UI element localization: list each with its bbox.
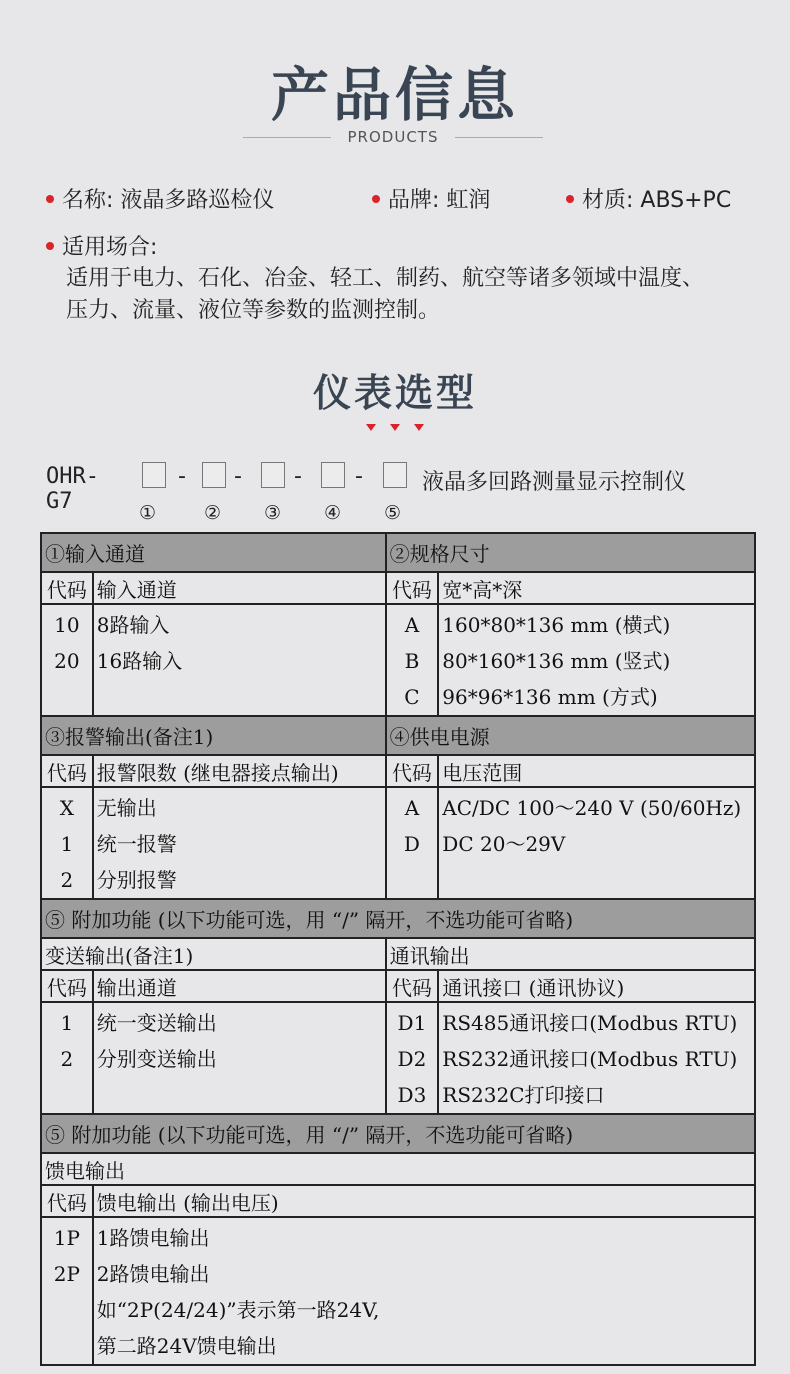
model-code: OHR-G7 [46, 464, 99, 514]
col-code: 代码 [41, 755, 93, 787]
col-code: 代码 [386, 755, 439, 787]
dash: - [234, 464, 242, 489]
subtitle-divider [243, 128, 543, 146]
value-cell: 1路馈电输出 [96, 1226, 210, 1250]
position-label-5: ⑤ [384, 502, 402, 524]
code-box-4 [321, 462, 345, 488]
position-label-2: ② [204, 502, 222, 524]
col-name: 输出通道 [93, 970, 386, 1002]
value-cell: RS232C打印接口 [442, 1083, 605, 1107]
code-cell: 2 [60, 868, 74, 892]
value-cell: 160*80*136 mm (横式) [442, 613, 671, 637]
code-cell: 2 [60, 1047, 74, 1071]
code-cell: 2P [53, 1262, 80, 1286]
col-code: 代码 [41, 1185, 93, 1217]
value-cell: RS232通讯接口(Modbus RTU) [442, 1047, 738, 1071]
note-line: 如“2P(24/24)”表示第一路24V, [96, 1298, 380, 1322]
bullet-icon [372, 195, 380, 203]
section-header-size: ②规格尺寸 [386, 533, 755, 572]
code-cell: A [404, 796, 420, 820]
col-name: 宽*高*深 [438, 572, 755, 604]
dash: - [355, 464, 363, 489]
code-cell: 20 [54, 649, 80, 673]
bullet-icon [46, 242, 54, 250]
code-cell: D1 [397, 1011, 427, 1035]
code-cell: B [404, 649, 420, 673]
code-cell: 1 [60, 1011, 74, 1035]
page-title: 产品信息 [270, 61, 519, 129]
code-box-1 [142, 462, 166, 488]
col-code: 代码 [386, 970, 439, 1002]
usage-line-1: 适用于电力、石化、冶金、轻工、制药、航空等诸多领域中温度、 [66, 266, 705, 291]
subtitle: PRODUCTS [347, 128, 439, 146]
value-cell: 分别报警 [96, 868, 177, 892]
bullet-icon [566, 195, 574, 203]
info-brand: 品牌: 虹润 [372, 183, 490, 214]
col-code: 代码 [386, 572, 439, 604]
subsection-title-comm: 通讯输出 [386, 938, 755, 970]
value-cell: DC 20～29V [442, 832, 566, 856]
position-label-3: ③ [264, 502, 282, 524]
model-description: 液晶多回路测量显示控制仪 [422, 470, 687, 495]
divider-line-right [455, 137, 543, 138]
dash: - [178, 464, 186, 489]
value-cell: 统一变送输出 [96, 1011, 217, 1035]
section-header-extra-1: ⑤ 附加功能 (以下功能可选，用 “/” 隔开，不选功能可省略) [41, 899, 755, 938]
value-cell: 80*160*136 mm (竖式) [442, 649, 671, 673]
col-code: 代码 [41, 572, 93, 604]
bullet-icon [46, 195, 54, 203]
code-cell: A [404, 613, 420, 637]
col-name: 报警限数 (继电器接点输出) [93, 755, 386, 787]
col-name: 馈电输出 (输出电压) [93, 1185, 755, 1217]
info-name: 名称: 液晶多路巡检仪 [46, 183, 274, 214]
value-cell: 8路输入 [96, 613, 170, 637]
code-box-5 [383, 462, 407, 488]
dash: - [294, 464, 302, 489]
value-cell: 无输出 [96, 796, 157, 820]
code-box-3 [261, 462, 285, 488]
value-cell: 分别变送输出 [96, 1047, 217, 1071]
info-material: 材质: ABS+PC [566, 183, 731, 214]
value-cell: AC/DC 100～240 V (50/60Hz) [442, 796, 742, 820]
spec-table [40, 532, 756, 1366]
section-header-power: ④供电电源 [386, 716, 755, 755]
position-label-4: ④ [324, 502, 342, 524]
info-usage-label: 适用场合: [46, 230, 157, 261]
col-name: 输入通道 [93, 572, 386, 604]
position-label-1: ① [139, 502, 157, 524]
code-cell: 10 [54, 613, 80, 637]
value-cell: 16路输入 [96, 649, 183, 673]
value-cell: 2路馈电输出 [96, 1262, 210, 1286]
code-cell: D2 [397, 1047, 427, 1071]
usage-line-2: 压力、流量、液位等参数的监测控制。 [66, 298, 441, 323]
col-name: 通讯接口 (通讯协议) [438, 970, 755, 1002]
value-cell: RS485通讯接口(Modbus RTU) [442, 1011, 738, 1035]
triangle-down-icon [366, 424, 376, 431]
code-cell: 1 [60, 832, 74, 856]
section-header-alarm: ③报警输出(备注1) [41, 716, 386, 755]
value-cell: 统一报警 [96, 832, 177, 856]
code-cell: C [404, 685, 420, 709]
col-name: 电压范围 [438, 755, 755, 787]
subsection-title-feed: 馈电输出 [41, 1153, 755, 1185]
code-box-2 [202, 462, 226, 488]
triangle-down-icon [390, 424, 400, 431]
code-cell: D [403, 832, 420, 856]
section-header-extra-2: ⑤ 附加功能 (以下功能可选，用 “/” 隔开，不选功能可省略) [41, 1114, 755, 1153]
code-cell: D3 [397, 1083, 427, 1107]
section-header-input: ①输入通道 [41, 533, 386, 572]
col-code: 代码 [41, 970, 93, 1002]
note-line: 第二路24V馈电输出 [96, 1334, 277, 1358]
subsection-title-transmit: 变送输出(备注1) [41, 938, 386, 970]
value-cell: 96*96*136 mm (方式) [442, 685, 658, 709]
triangle-down-icon [414, 424, 424, 431]
code-cell: 1P [53, 1226, 80, 1250]
code-cell: X [59, 796, 74, 820]
selection-title: 仪表选型 [312, 371, 477, 415]
